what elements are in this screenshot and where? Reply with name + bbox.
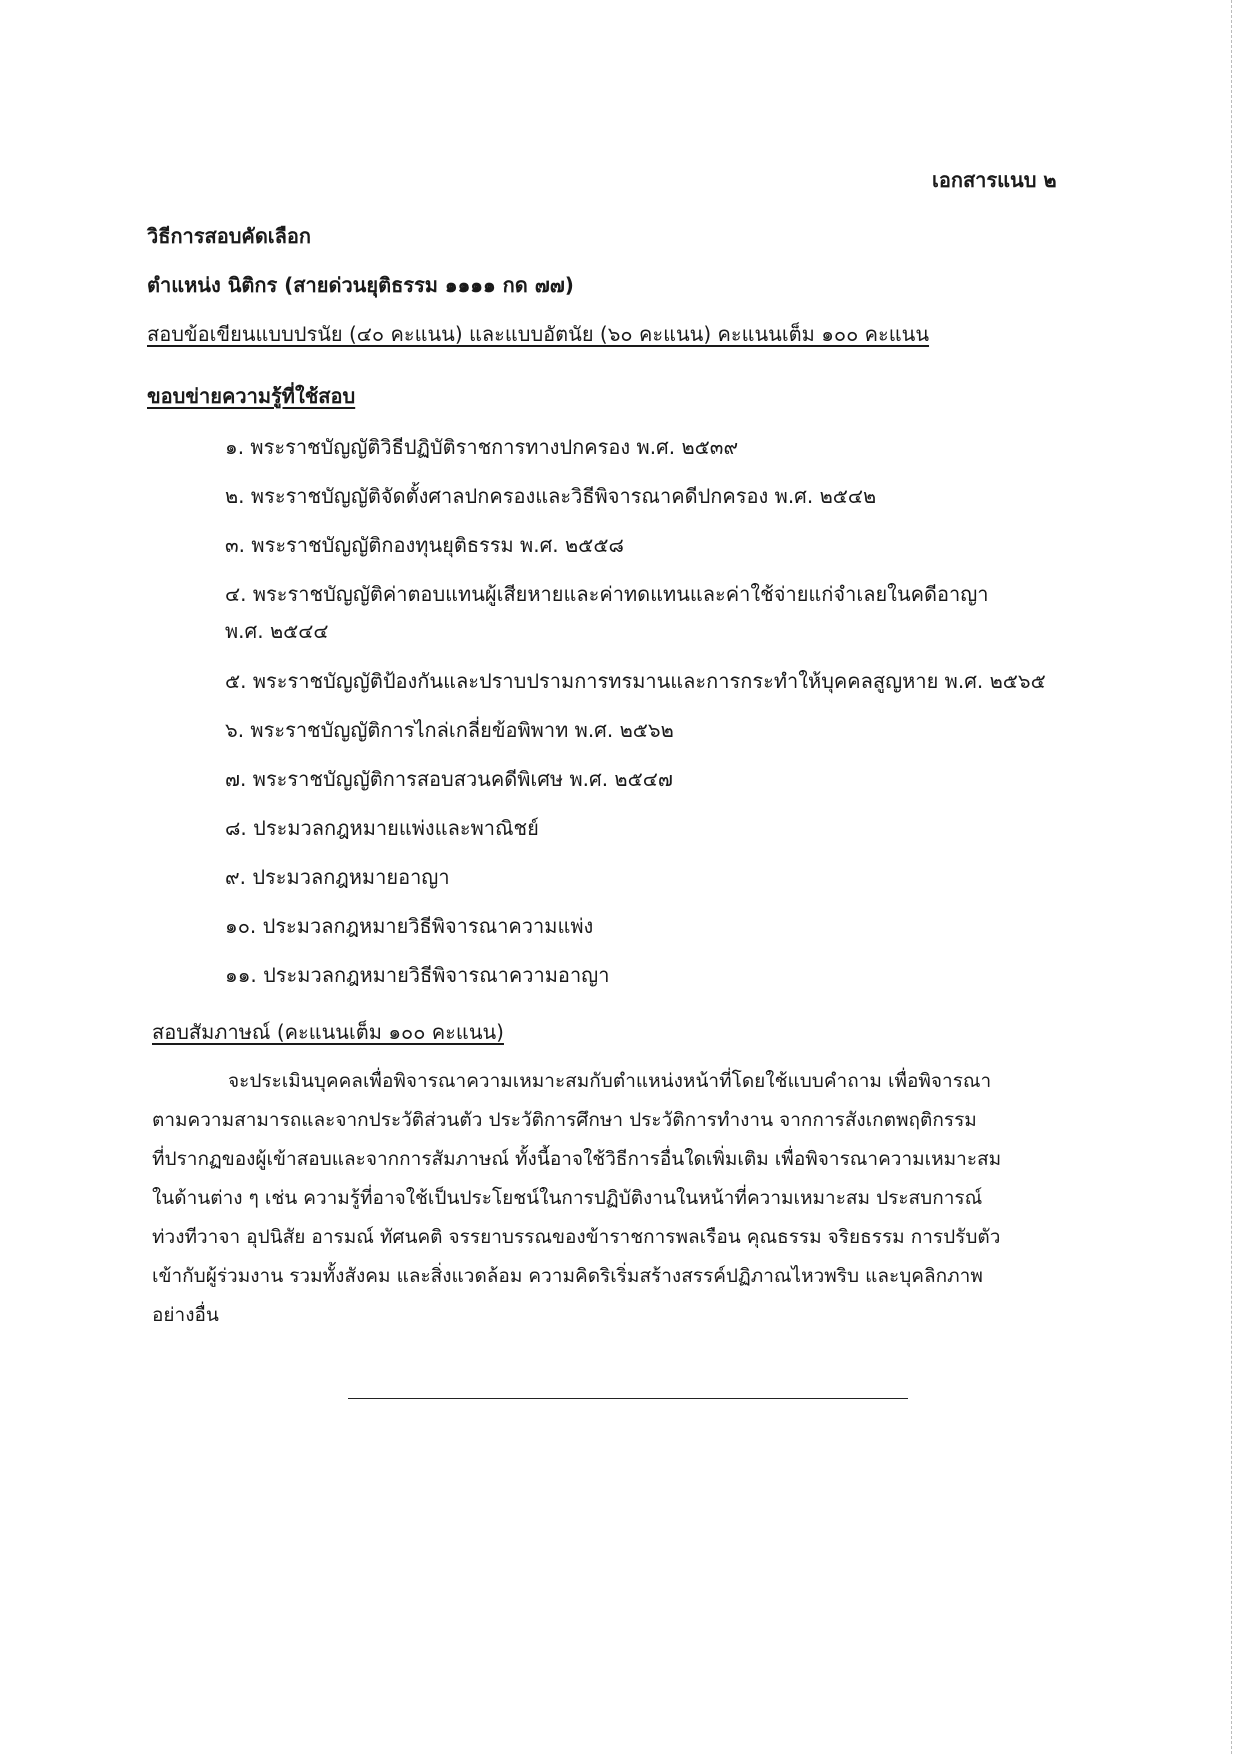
annex-label: เอกสารแนบ ๒ xyxy=(932,168,1057,192)
scope-item: ๕. พระราชบัญญัติป้องกันและปราบปรามการทรมานและการกระทำให้บุคคลสูญหาย พ.ศ. ๒๕๖๕ xyxy=(225,669,1046,693)
scope-item: ๖. พระราชบัญญัติการไกล่เกลี่ยข้อพิพาท พ.ศ. ๒๕๖๒ xyxy=(225,718,674,742)
scope-item: ๔. พระราชบัญญัติค่าตอบแทนผู้เสียหายและค่าทดแทนและค่าใช้จ่ายแก่จำเลยในคดีอาญา xyxy=(225,582,989,606)
closing-divider xyxy=(348,1398,908,1399)
written-exam-heading: สอบข้อเขียนแบบปรนัย (๔๐ คะแนน) และแบบอัตนัย (๖๐ คะแนน) คะแนนเต็ม ๑๐๐ คะแนน xyxy=(147,322,930,346)
interview-paragraph-line: จะประเมินบุคคลเพื่อพิจารณาความเหมาะสมกับตำแหน่งหน้าที่โดยใช้แบบคำถาม เพื่อพิจารณา xyxy=(228,1070,992,1092)
scope-item: ๑๑. ประมวลกฎหมายวิธีพิจารณาความอาญา xyxy=(225,963,610,987)
scope-item-continuation: พ.ศ. ๒๕๔๔ xyxy=(225,619,329,643)
interview-paragraph-line: อย่างอื่น xyxy=(152,1304,219,1326)
position-title: ตำแหน่ง นิติกร (สายด่วนยุติธรรม ๑๑๑๑ กด ๗๗) xyxy=(147,273,574,297)
scope-item: ๑. พระราชบัญญัติวิธีปฏิบัติราชการทางปกครอง พ.ศ. ๒๕๓๙ xyxy=(225,435,739,459)
scope-heading: ขอบข่ายความรู้ที่ใช้สอบ xyxy=(147,384,356,408)
scope-item: ๙. ประมวลกฎหมายอาญา xyxy=(225,865,450,889)
scan-edge xyxy=(1231,0,1232,1754)
interview-paragraph-line: ท่วงทีวาจา อุปนิสัย อารมณ์ ทัศนคติ จรรยาบรรณของข้าราชการพลเรือน คุณธรรม จริยธรรม การปรับตัว xyxy=(152,1226,1001,1248)
scope-item: ๒. พระราชบัญญัติจัดตั้งศาลปกครองและวิธีพิจารณาคดีปกครอง พ.ศ. ๒๕๔๒ xyxy=(225,484,877,508)
scope-item: ๓. พระราชบัญญัติกองทุนยุติธรรม พ.ศ. ๒๕๕๘ xyxy=(225,533,624,557)
scope-item: ๑๐. ประมวลกฎหมายวิธีพิจารณาความแพ่ง xyxy=(225,914,594,938)
interview-paragraph-line: ที่ปรากฏของผู้เข้าสอบและจากการสัมภาษณ์ ทั้งนี้อาจใช้วิธีการอื่นใดเพิ่มเติม เพื่อพิจารณาความเหมาะสม xyxy=(152,1148,1002,1170)
interview-paragraph-line: ในด้านต่าง ๆ เช่น ความรู้ที่อาจใช้เป็นประโยชน์ในการปฏิบัติงานในหน้าที่ความเหมาะสม ประสบการณ์ xyxy=(152,1187,983,1209)
interview-paragraph-line: ตามความสามารถและจากประวัติส่วนตัว ประวัติการศึกษา ประวัติการทำงาน จากการสังเกตพฤติกรรม xyxy=(152,1109,977,1131)
scope-item: ๗. พระราชบัญญัติการสอบสวนคดีพิเศษ พ.ศ. ๒๕๔๗ xyxy=(225,767,673,791)
interview-paragraph-line: เข้ากับผู้ร่วมงาน รวมทั้งสังคม และสิ่งแวดล้อม ความคิดริเริ่มสร้างสรรค์ปฏิภาณไหวพริบ และบุคลิกภาพ xyxy=(152,1265,983,1287)
document-title: วิธีการสอบคัดเลือก xyxy=(147,224,312,248)
interview-heading: สอบสัมภาษณ์ (คะแนนเต็ม ๑๐๐ คะแนน) xyxy=(152,1020,504,1044)
scope-item: ๘. ประมวลกฎหมายแพ่งและพาณิชย์ xyxy=(225,816,539,840)
